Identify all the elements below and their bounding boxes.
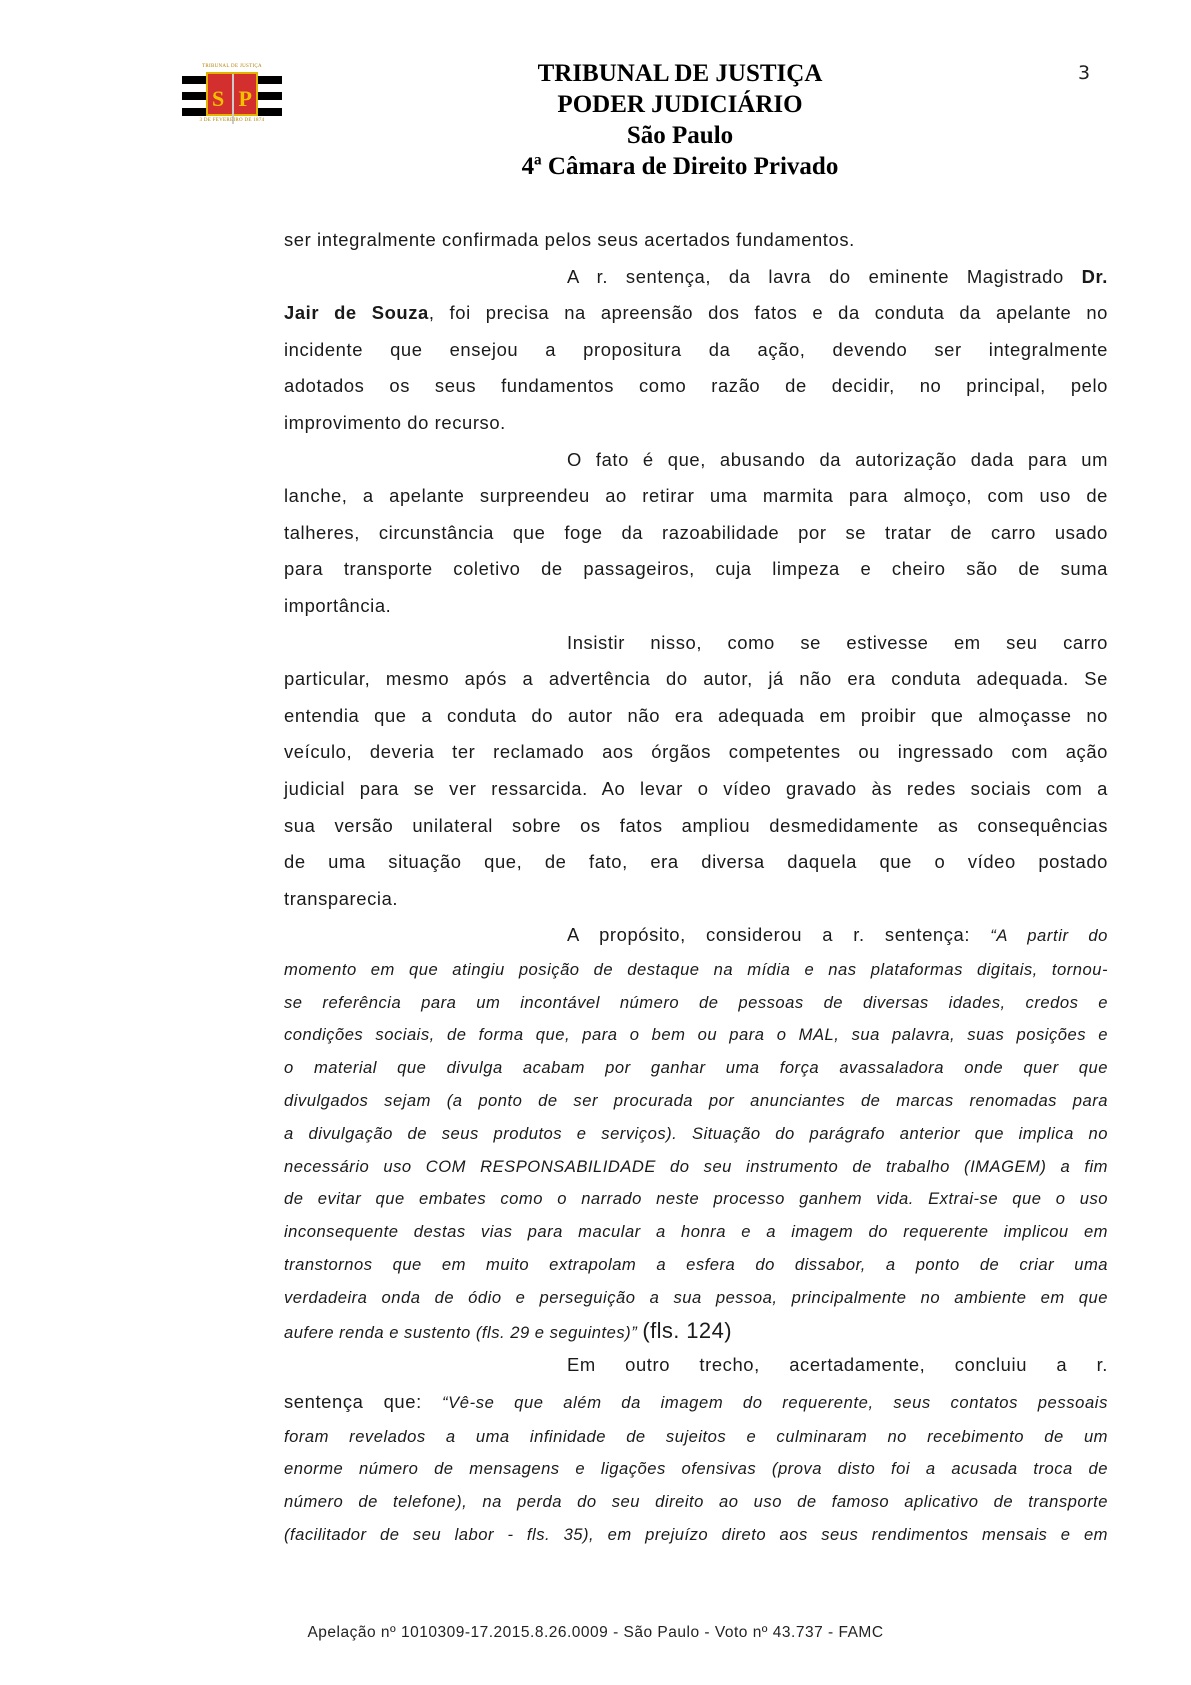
- text-line: improvimento do recurso.: [284, 411, 506, 433]
- logo-letter-p: P: [238, 86, 252, 111]
- quote-line: número de telefone), na perda do seu direito ao uso de famoso aplicativo de transporte: [284, 1492, 1108, 1512]
- text-span: A r. sentença, da lavra do eminente Magistrado: [567, 265, 1082, 287]
- paragraph-start-line: O fato é que, abusando da autorização dada para um: [567, 448, 1108, 470]
- page-number: 3: [1078, 62, 1091, 84]
- paragraph-start-line: Insistir nisso, como se estivesse em seu carro: [567, 631, 1108, 653]
- quote-line: a divulgação de seus produtos e serviços). Situação do parágrafo anterior que implica no: [284, 1123, 1108, 1143]
- quote-line: inconsequente destas vias para macular a honra e a imagem do requerente implicou em: [284, 1222, 1108, 1242]
- text-line: ser integralmente confirmada pelos seus acertados fundamentos.: [284, 229, 855, 250]
- paragraph-start-line: [284, 917, 1108, 954]
- logo-top-text: TRIBUNAL DE JUSTIÇA: [202, 64, 262, 69]
- text-line: de uma situação que, de fato, era diversa daquela que o vídeo postado: [284, 851, 1108, 873]
- sword-icon: [232, 74, 234, 124]
- quote-line: [284, 1315, 1108, 1348]
- logo-bottom-text: 3 DE FEVEREIRO DE 1874: [199, 118, 265, 123]
- quote-line: divulgados sejam (a ponto de ser procurada por anunciantes de marcas renomadas para: [284, 1091, 1108, 1111]
- quote-line: se referência para um incontável número de pessoas de diversas idades, credos e: [284, 992, 1108, 1012]
- text-span: , foi precisa na apreensão dos fatos e da conduta da apelante no: [428, 302, 1108, 324]
- text-line: talheres, circunstância que foge da razoabilidade por se tratar de carro usado: [284, 521, 1108, 543]
- header-state: São Paulo: [626, 122, 734, 149]
- quote-line: transtornos que em muito extrapolam a esfera do dissabor, a ponto de criar uma: [284, 1255, 1108, 1275]
- text-span: sentença que:: [284, 1391, 442, 1413]
- quote-line: enorme número de mensagens e ligações ofensivas (prova disto foi a acusada troca de: [284, 1459, 1108, 1479]
- header-chamber: 4ª Câmara de Direito Privado: [521, 153, 839, 180]
- quote-line: verdadeira onda de ódio e perseguição a sua pessoa, principalmente no ambiente em que: [284, 1287, 1108, 1307]
- quote-span: “Vê-se que além da imagem do requerente, seus contatos pessoais: [441, 1393, 1108, 1413]
- text-line: incidente que ensejou a propositura da ação, devendo ser integralmente: [284, 338, 1108, 360]
- document-header: [400, 58, 960, 182]
- quote-span: “A partir do: [990, 926, 1108, 946]
- quote-span: aufere renda e sustento (fls. 29 e seguintes)”: [284, 1322, 643, 1342]
- text-line: particular, mesmo após a advertência do autor, já não era conduta adequada. Se: [284, 668, 1108, 690]
- document-body: [284, 222, 1108, 1552]
- text-line: para transporte coletivo de passageiros, cuja limpeza e cheiro são de suma: [284, 558, 1108, 580]
- text-line: lanche, a apelante surpreendeu ao retirar uma marmita para almoço, com uso de: [284, 485, 1108, 507]
- paragraph-start-line: [284, 259, 1108, 296]
- quote-line: (facilitador de seu labor - fls. 35), em prejuízo direto aos seus rendimentos mensais e em: [284, 1525, 1108, 1545]
- logo-letter-s: S: [212, 86, 225, 111]
- quote-line: foram revelados a uma infinidade de sujeitos e culminaram no recebimento de um: [284, 1426, 1108, 1446]
- text-line: adotados os seus fundamentos como razão de decidir, no principal, pelo: [284, 375, 1108, 397]
- text-line: [284, 1384, 1108, 1421]
- text-line: sua versão unilateral sobre os fatos ampliou desmedidamente as consequências: [284, 814, 1108, 836]
- document-footer: Apelação nº 1010309-17.2015.8.26.0009 - São Paulo - Voto nº 43.737 - FAMC: [307, 1624, 884, 1641]
- text-line: importância.: [284, 594, 392, 616]
- text-line: transparecia.: [284, 887, 399, 909]
- quote-line: necessário uso COM RESPONSABILIDADE do seu instrumento de trabalho (IMAGEM) a fim: [284, 1156, 1108, 1176]
- judge-name: Jair de Souza: [284, 302, 429, 324]
- quote-line: o material que divulga acabam por ganhar uma força avassaladora onde quer que: [284, 1058, 1108, 1078]
- text-line: entendia que a conduta do autor não era adequada em proibir que almoçasse no: [284, 704, 1108, 726]
- citation: (fls. 124): [642, 1317, 732, 1343]
- quote-line: condições sociais, de forma que, para o bem ou para o MAL, sua palavra, suas posições e: [284, 1025, 1108, 1045]
- text-line: [284, 295, 1108, 332]
- court-logo: [182, 62, 282, 124]
- paragraph-start-line: Em outro trecho, acertadamente, concluiu a r.: [567, 1354, 1108, 1376]
- judge-title: Dr.: [1081, 265, 1108, 287]
- logo-shield-icon: [206, 72, 258, 116]
- quote-line: de evitar que embates como o narrado neste processo ganhem vida. Extrai-se que o uso: [284, 1189, 1108, 1209]
- header-branch: PODER JUDICIÁRIO: [557, 91, 803, 118]
- text-line: judicial para se ver ressarcida. Ao levar o vídeo gravado às redes sociais com a: [284, 777, 1108, 799]
- quote-line: momento em que atingiu posição de destaque na mídia e nas plataformas digitais, tornou-: [284, 959, 1108, 979]
- header-court-name: TRIBUNAL DE JUSTIÇA: [537, 60, 823, 87]
- text-span: A propósito, considerou a r. sentença:: [567, 924, 991, 946]
- text-line: veículo, deveria ter reclamado aos órgãos competentes ou ingressado com ação: [284, 741, 1108, 763]
